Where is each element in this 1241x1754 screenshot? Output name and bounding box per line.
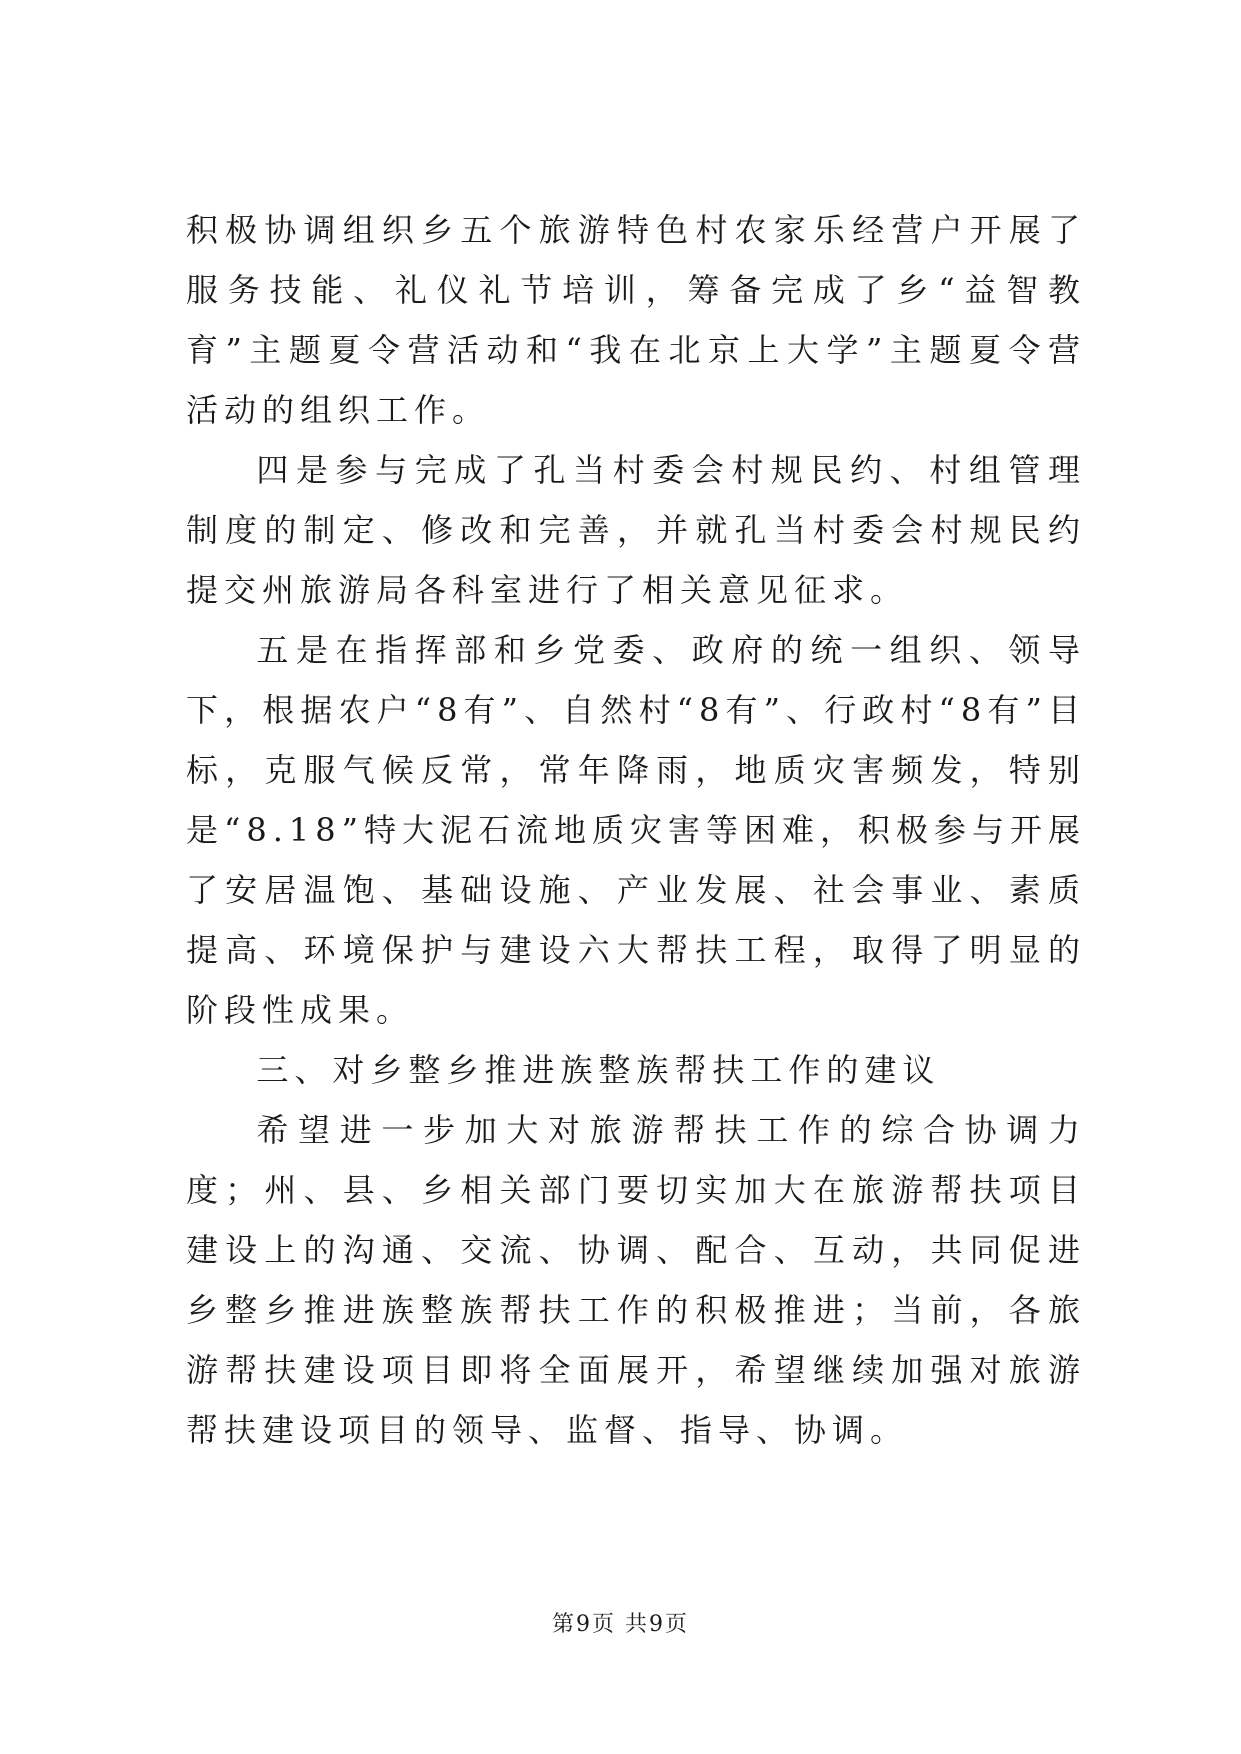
document-body — [186, 200, 1086, 1460]
page-number-footer: 第9页 共9页 — [552, 1612, 689, 1637]
paragraph-item-five: 五是在指挥部和乡党委、政府的统一组织、领导下，根据农户“8有”、自然村“8有”、行政村“8有”目标，克服气候反常，常年降雨，地质灾害频发，特别是“8.18”特大泥石流地质灾害等困难，积极参与开展了安居温饱、基础设施、产业发展、社会事业、素质提高、环境保护与建设六大帮扶工程，取得了明显的阶段性成果。 — [186, 631, 1086, 1029]
paragraph-continuation: 积极协调组织乡五个旅游特色村农家乐经营户开展了服务技能、礼仪礼节培训，筹备完成了乡“益智教育”主题夏令营活动和“我在北京上大学”主题夏令营活动的组织工作。 — [186, 211, 1086, 429]
section-heading-suggestions: 三、对乡整乡推进族整族帮扶工作的建议 — [256, 1051, 941, 1089]
paragraph-suggestions: 希望进一步加大对旅游帮扶工作的综合协调力度；州、县、乡相关部门要切实加大在旅游帮扶项目建设上的沟通、交流、协调、配合、互动，共同促进乡整乡推进族整族帮扶工作的积极推进；当前，各旅游帮扶建设项目即将全面展开，希望继续加强对旅游帮扶建设项目的领导、监督、指导、协调。 — [186, 1111, 1086, 1449]
paragraph-item-four: 四是参与完成了孔当村委会村规民约、村组管理制度的制定、修改和完善，并就孔当村委会村规民约提交州旅游局各科室进行了相关意见征求。 — [186, 451, 1086, 609]
